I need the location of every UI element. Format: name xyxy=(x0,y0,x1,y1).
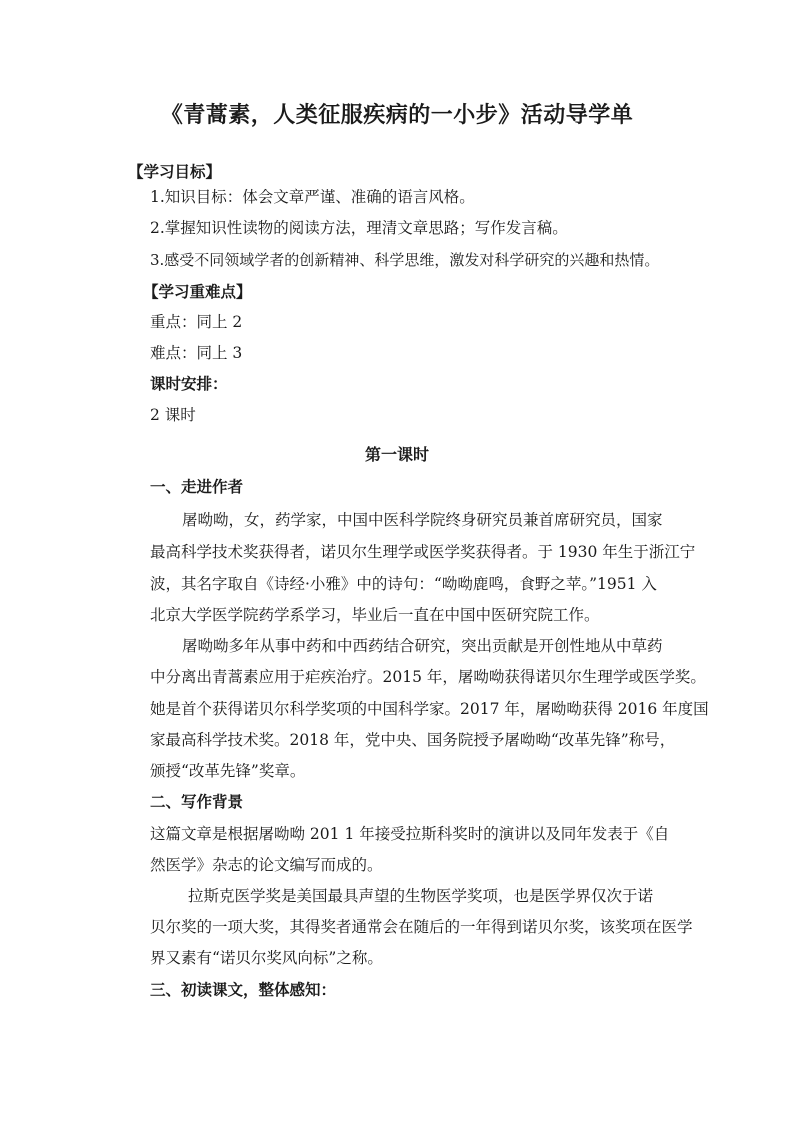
section2-para2-line1: 拉斯克医学奖是美国最具声望的生物医学奖项，也是医学界仅次于诺 xyxy=(188,887,654,905)
key-points-heading: 【学习重难点】 xyxy=(143,282,252,301)
section1-heading: 一、走进作者 xyxy=(150,477,244,496)
section1-para2-line3: 她是首个获得诺贝尔科学奖项的中国科学家。2017 年，屠呦呦获得 2016 年度国 xyxy=(150,700,709,718)
key-point-focus: 重点：同上 2 xyxy=(150,313,243,331)
lesson-heading: 第一课时 xyxy=(364,445,429,464)
page-title: 《青蒿素，人类征服疾病的一小步》活动导学单 xyxy=(160,102,634,128)
key-point-difficulty: 难点：同上 3 xyxy=(150,344,243,362)
section1-para2-line1: 屠呦呦多年从事中药和中西药结合研究，突出贡献是开创性地从中草药 xyxy=(182,637,663,655)
section1-para1-line2: 最高科学技术奖获得者，诺贝尔生理学或医学奖获得者。于 1930 年生于浙江宁 xyxy=(150,543,696,561)
section1-para1-line1: 屠呦呦，女，药学家，中国中医科学院终身研究员兼首席研究员，国家 xyxy=(182,511,663,529)
section1-para1-line3: 波，其名字取自《诗经·小雅》中的诗句：“呦呦鹿鸣，食野之苹。”1951 入 xyxy=(150,575,657,593)
section1-para2-line2: 中分离出青蒿素应用于疟疾治疗。2015 年，屠呦呦获得诺贝尔生理学或医学奖。 xyxy=(150,668,706,686)
section3-heading: 三、初读课文，整体感知： xyxy=(150,980,337,999)
section2-para1-line2: 然医学》杂志的论文编写而成的。 xyxy=(150,856,383,874)
schedule-value: 2 课时 xyxy=(150,406,196,424)
section2-para2-line2: 贝尔奖的一项大奖，其得奖者通常会在随后的一年得到诺贝尔奖，该奖项在医学 xyxy=(150,918,693,936)
schedule-heading: 课时安排： xyxy=(150,374,228,393)
goal-item-2: 2.掌握知识性读物的阅读方法，理清文章思路；写作发言稿。 xyxy=(150,219,568,237)
section1-para1-line4: 北京大学医学院药学系学习，毕业后一直在中国中医研究院工作。 xyxy=(150,606,600,624)
goals-heading: 【学习目标】 xyxy=(128,162,222,181)
section1-para2-line4: 家最高科学技术奖。2018 年，党中央、国务院授予屠呦呦“改革先锋”称号， xyxy=(150,731,676,749)
section2-para1-line1: 这篇文章是根据屠呦呦 201 1 年接受拉斯科奖时的演讲以及同年发表于《自 xyxy=(150,825,670,843)
goal-item-3: 3.感受不同领域学者的创新精神、科学思维，激发对科学研究的兴趣和热情。 xyxy=(150,251,660,269)
section2-heading: 二、写作背景 xyxy=(150,792,244,811)
section1-para2-line5: 颁授“改革先锋”奖章。 xyxy=(150,762,306,780)
goal-item-1: 1.知识目标：体会文章严谨、准确的语言风格。 xyxy=(150,188,475,206)
section2-para2-line3: 界又素有“诺贝尔奖风向标”之称。 xyxy=(150,949,383,967)
